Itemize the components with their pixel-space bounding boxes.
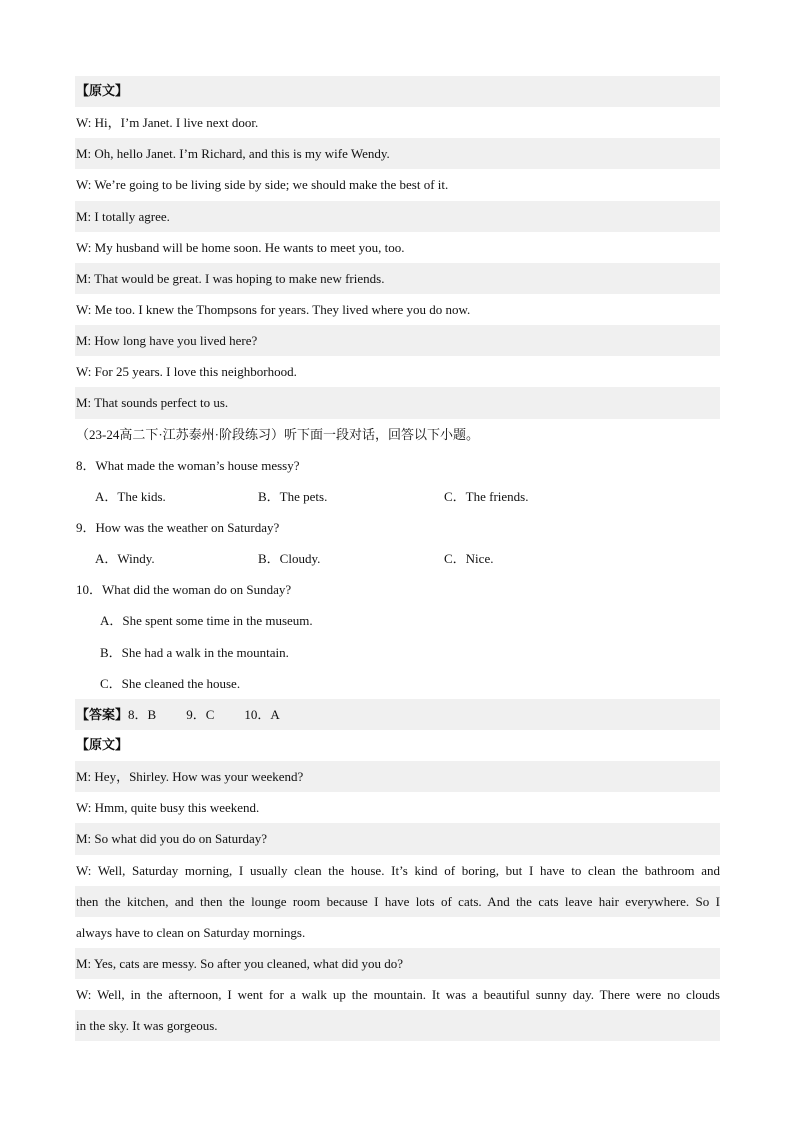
option-c: C．Nice.: [444, 551, 494, 567]
section-intro: （23-24高二下·江苏泰州·阶段练习）听下面一段对话，回答以下小题。: [76, 426, 479, 442]
transcript-line: W: Hi，I’m Janet. I live next door.: [76, 115, 259, 131]
transcript-header: 【原文】: [76, 737, 129, 753]
option-b: B．Cloudy.: [258, 551, 321, 567]
transcript-line: M: That would be great. I was hoping to make new friends.: [75, 263, 720, 294]
transcript-line: W: For 25 years. I love this neighborhood.: [76, 364, 297, 380]
transcript-line: M: So what did you do on Saturday?: [75, 823, 720, 854]
transcript-line: M: I totally agree.: [75, 201, 720, 232]
transcript-line: M: Oh, hello Janet. I’m Richard, and this is my wife Wendy.: [75, 138, 720, 169]
transcript-line: W: My husband will be home soon. He wants to meet you, too.: [76, 239, 405, 255]
answer-item: 8．B: [128, 706, 157, 722]
question-stem: 9．How was the weather on Saturday?: [76, 519, 280, 535]
transcript-line: M: How long have you lived here?: [75, 325, 720, 356]
option-a: A．She spent some time in the museum.: [100, 613, 313, 629]
answer-label: 【答案】: [76, 707, 129, 723]
option-b: B．She had a walk in the mountain.: [100, 644, 289, 660]
option-a: A．Windy.: [95, 551, 155, 567]
transcript-line: M: Hey，Shirley. How was your weekend?: [75, 761, 720, 792]
document-content: [75, 76, 720, 1041]
transcript-line: in the sky. It was gorgeous.: [75, 1010, 720, 1041]
option-b: B．The pets.: [258, 488, 328, 504]
question-options: [75, 481, 720, 512]
answer-item: 9．C: [186, 706, 215, 722]
option-c: C．The friends.: [444, 488, 529, 504]
transcript-line: W: Hmm, quite busy this weekend.: [76, 800, 260, 816]
option-a: A．The kids.: [95, 488, 166, 504]
question-options: [75, 543, 720, 574]
transcript-header: 【原文】: [75, 76, 720, 107]
transcript-line: then the kitchen, and then the lounge room because I have lots of cats. And the cats leave hair everywhere. So I: [75, 886, 720, 917]
transcript-line: always have to clean on Saturday mornings.: [76, 924, 306, 940]
transcript-line: W: Me too. I knew the Thompsons for years. They lived where you do now.: [76, 301, 471, 317]
option-c: C．She cleaned the house.: [100, 675, 241, 691]
answer-item: 10．A: [244, 706, 280, 722]
question-stem: 10．What did the woman do on Sunday?: [76, 582, 292, 598]
question-stem: 8．What made the woman’s house messy?: [76, 457, 300, 473]
answer-line: [75, 699, 720, 730]
transcript-line: W: Well, in the afternoon, I went for a walk up the mountain. It was a beautiful sunny day. There were no clouds: [76, 987, 720, 1003]
transcript-line: W: Well, Saturday morning, I usually clean the house. It’s kind of boring, but I have to clean the bathroom and: [76, 862, 720, 878]
transcript-line: M: That sounds perfect to us.: [75, 387, 720, 418]
transcript-line: W: We’re going to be living side by side; we should make the best of it.: [76, 177, 449, 193]
transcript-line: M: Yes, cats are messy. So after you cleaned, what did you do?: [75, 948, 720, 979]
